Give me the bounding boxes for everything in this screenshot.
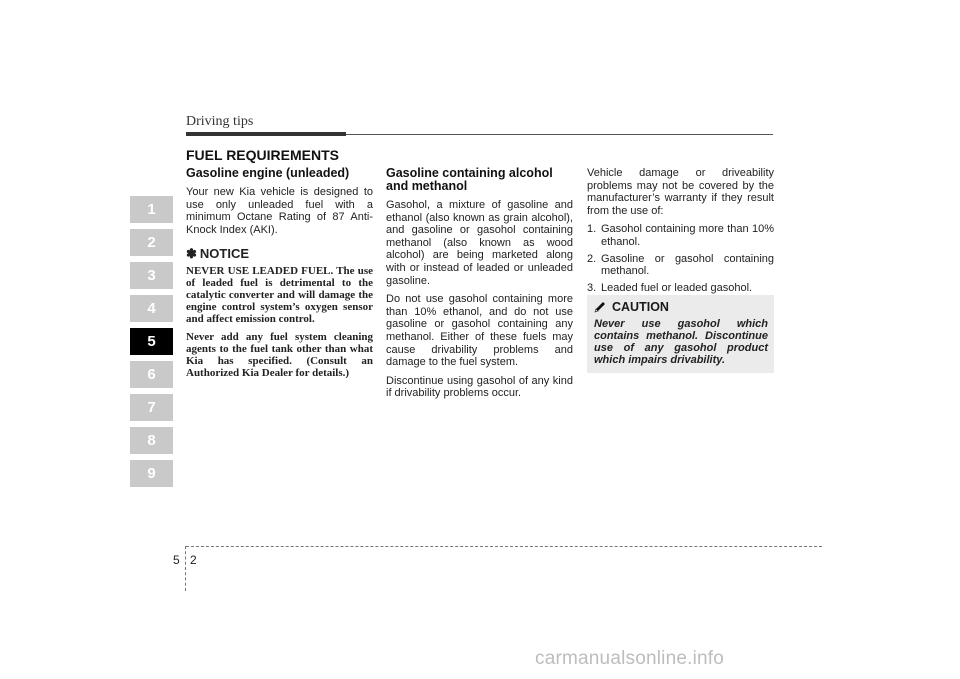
page-chapter-number: 5 [173, 553, 180, 567]
page-number: 2 [190, 553, 197, 567]
chapter-tab-3[interactable] [130, 262, 173, 289]
asterisk-icon: ✽ [186, 246, 197, 262]
list-number: 1. [587, 223, 597, 236]
notice-body: NEVER USE LEADED FUEL. The use of leaded fuel is detrimental to the catalytic converter and will damage the engine control system’s oxygen sensor and affect emission control. [186, 264, 373, 325]
column-alcohol-methanol [386, 167, 573, 406]
chapter-tab-label: 1 [147, 201, 156, 218]
pencil-icon [593, 300, 607, 314]
chapter-tab-label: 6 [147, 366, 156, 383]
chapter-tab-8[interactable] [130, 427, 173, 454]
gasoline-heading: Gasoline engine (unleaded) [186, 166, 350, 180]
column-gasoline-engine [186, 167, 373, 385]
alcohol-heading: Gasoline containing alcohol and methanol [386, 166, 553, 193]
chapter-tab-label: 3 [147, 267, 156, 284]
list-text: Leaded fuel or leaded gasohol. [601, 281, 753, 294]
chapter-tab-label: 2 [147, 234, 156, 251]
footer-divider [185, 546, 186, 591]
notice-label: NOTICE [199, 246, 250, 262]
watermark: carmanualsonline.info [535, 648, 725, 669]
alcohol-paragraph-1: Gasohol, a mixture of gasoline and ethanol (also known as grain alcohol), and gasoline or gasohol containing methanol (also known as wood alcohol) are being marketed along with or instead of leaded or unleaded gasoline. [386, 199, 573, 287]
chapter-tab-5[interactable] [130, 328, 173, 355]
chapter-tab-label: 7 [147, 399, 156, 416]
caution-title: CAUTION [612, 300, 669, 314]
chapter-tab-6[interactable] [130, 361, 173, 388]
list-item [587, 282, 774, 295]
alcohol-paragraph-2: Do not use gasohol containing more than 10% ethanol, and do not use gasoline or gasohol containing any methanol. Either of these fuels may cause drivability problems and damage to the fuel system. [386, 293, 573, 369]
header-rule-thin [346, 134, 773, 135]
chapter-tab-7[interactable] [130, 394, 173, 421]
chapter-tab-2[interactable] [130, 229, 173, 256]
chapter-tabs [130, 196, 173, 493]
chapter-tab-label: 5 [147, 333, 156, 350]
list-number: 2. [587, 252, 597, 265]
chapter-tab-4[interactable] [130, 295, 173, 322]
section-title: FUEL REQUIREMENTS [186, 147, 339, 163]
column-warranty [587, 167, 774, 298]
caution-body: Never use gasohol which contains methanol. Discontinue use of any gasohol product which impairs drivability. [594, 318, 768, 366]
caution-box [587, 295, 774, 373]
warranty-list [587, 223, 774, 294]
alcohol-paragraph-3: Discontinue using gasohol of any kind if drivability problems occur. [386, 374, 573, 400]
gasoline-body: Your new Kia vehicle is designed to use only unleaded fuel with a minimum Octane Rating of 87 Anti-Knock Index (AKI). [186, 186, 373, 236]
notice-title [186, 248, 373, 261]
list-text: Gasohol containing more than 10% ethanol. [601, 223, 774, 248]
chapter-tab-9[interactable] [130, 460, 173, 487]
chapter-tab-label: 4 [147, 300, 156, 317]
warranty-intro: Vehicle damage or driveability problems may not be covered by the manufacturer’s warranty if they result from the use of: [587, 167, 774, 217]
header-rule-thick [186, 132, 346, 136]
list-item [587, 253, 774, 278]
footer-rule [186, 546, 822, 547]
caution-header [593, 300, 669, 314]
list-text: Gasoline or gasohol containing methanol. [601, 252, 774, 278]
list-number: 3. [587, 281, 597, 294]
chapter-tab-label: 8 [147, 432, 156, 449]
list-item [587, 223, 774, 248]
chapter-tab-label: 9 [147, 465, 156, 482]
running-header: Driving tips [186, 114, 254, 129]
notice-body-2: Never add any fuel system cleaning agents to the fuel tank other than what Kia has specified. (Consult an Authorized Kia Dealer for details.) [186, 330, 373, 379]
chapter-tab-1[interactable] [130, 196, 173, 223]
